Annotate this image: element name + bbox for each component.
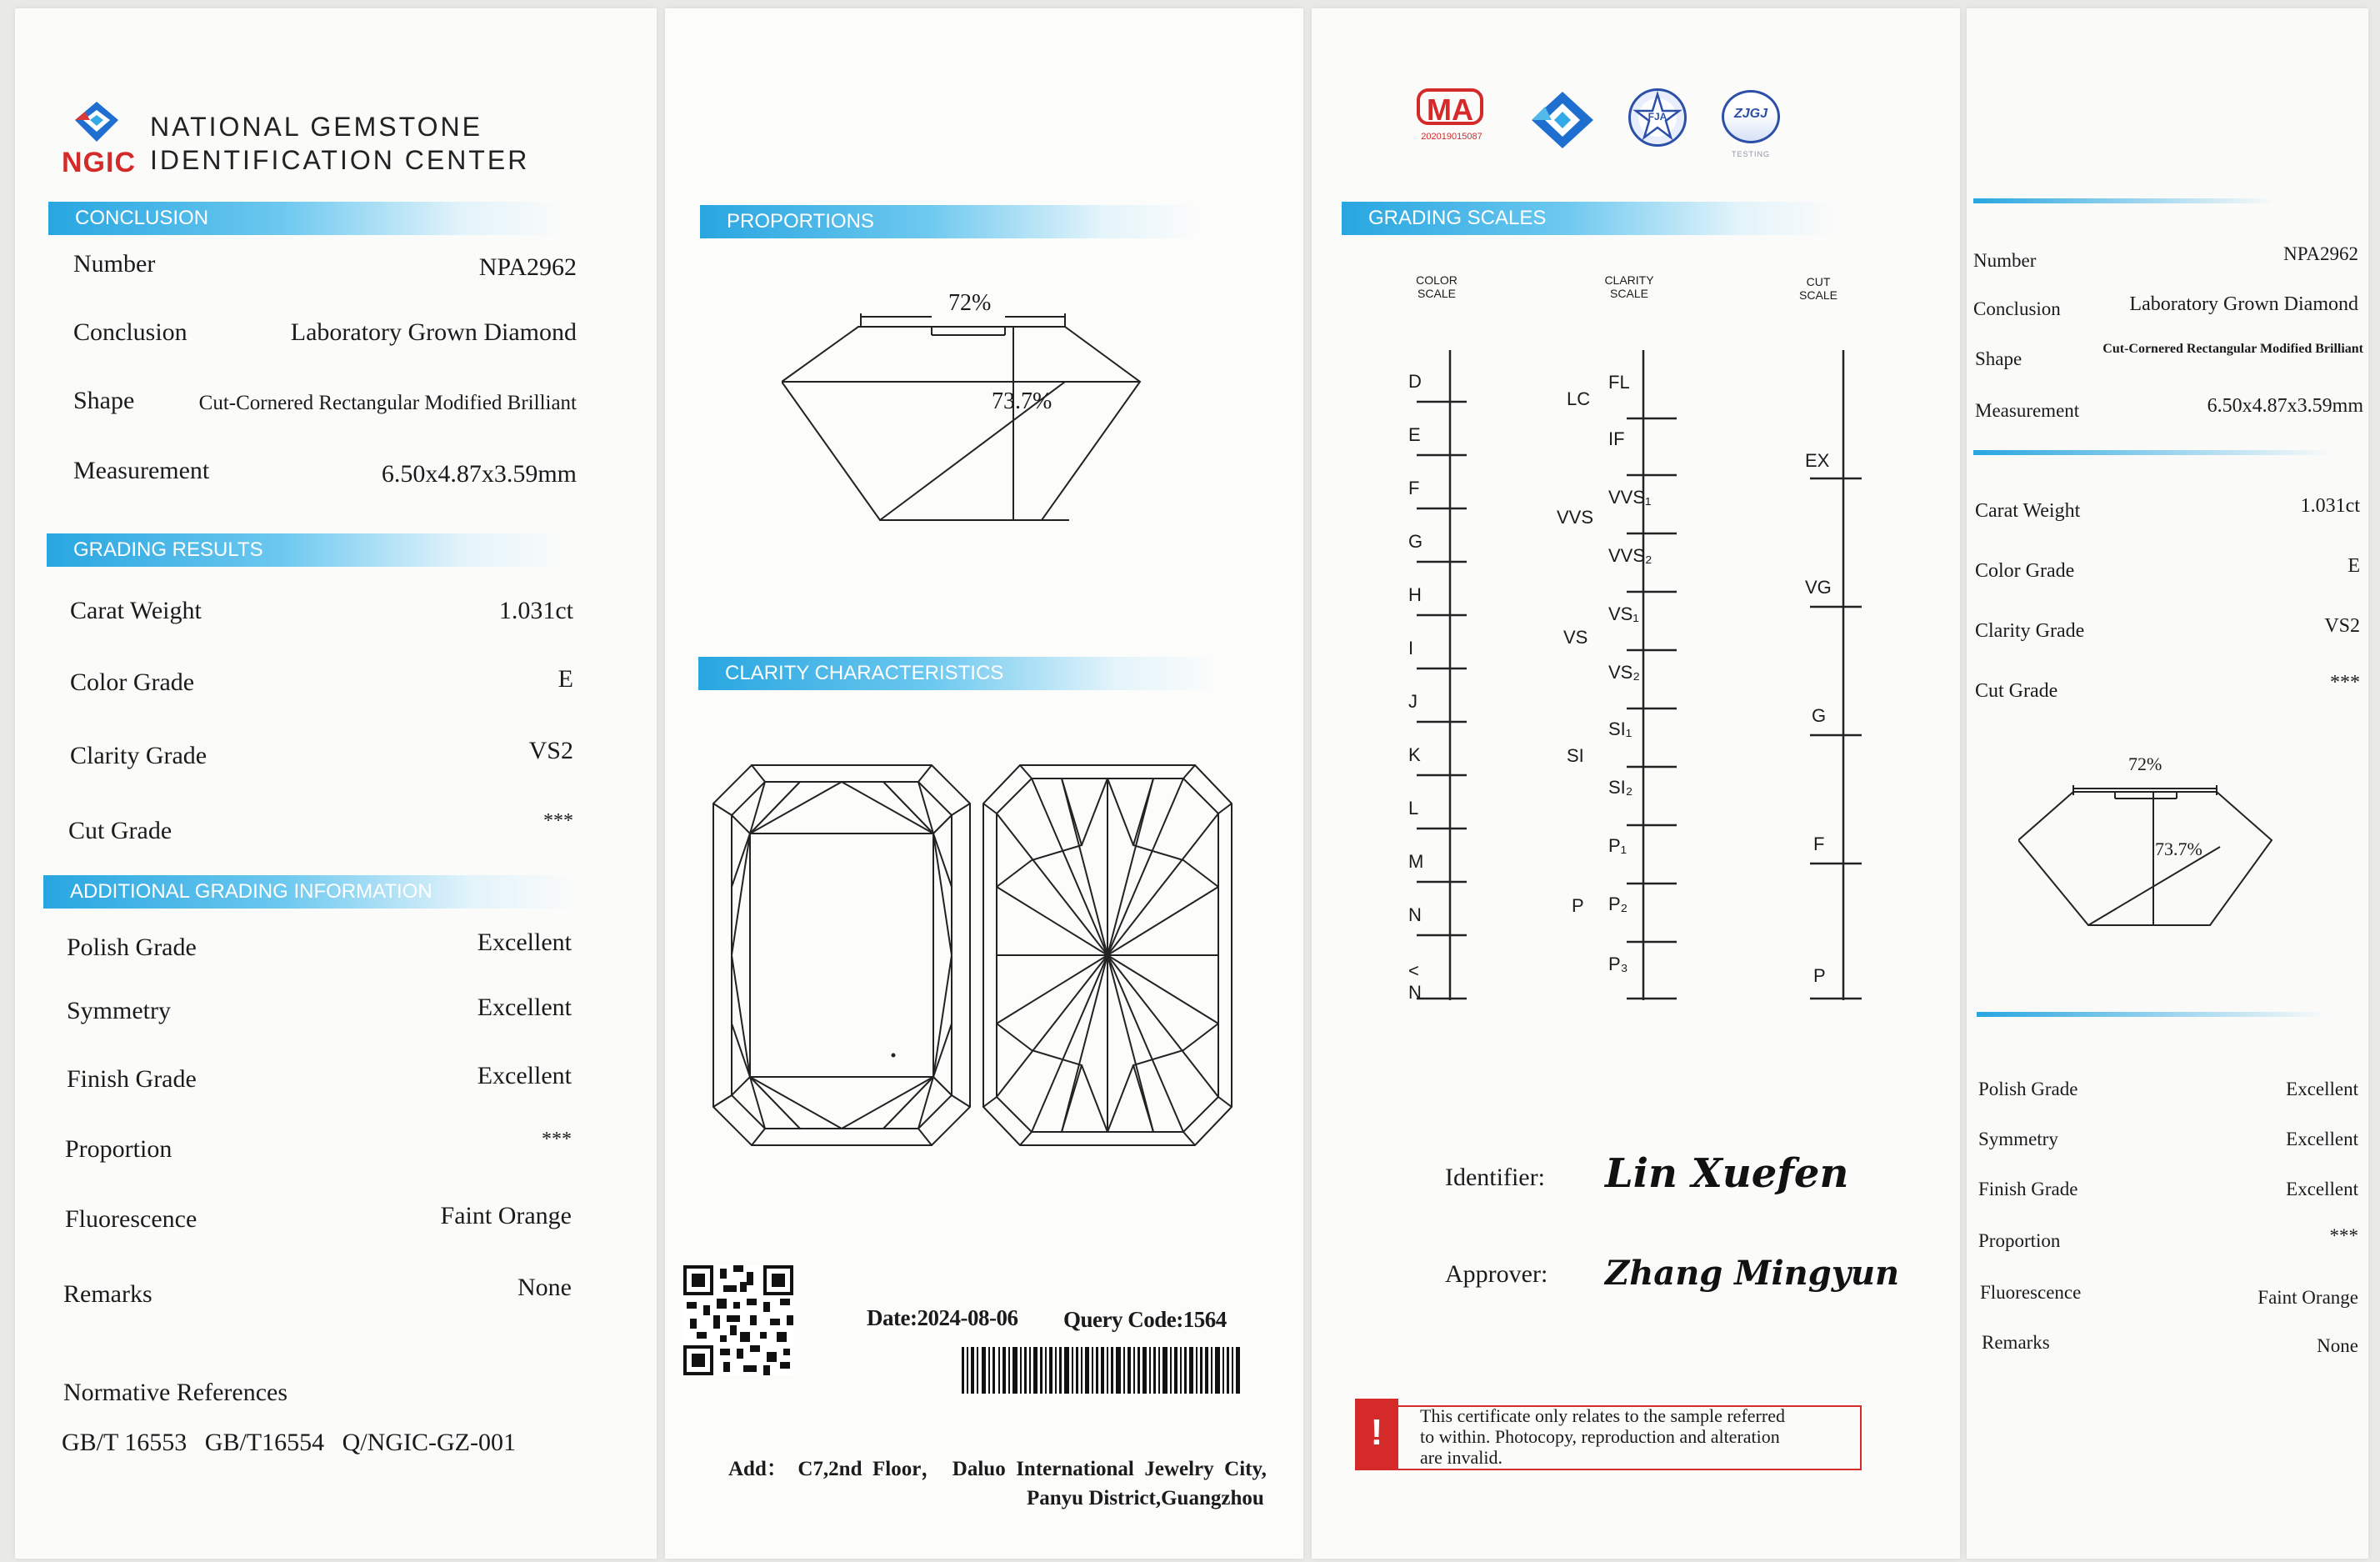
color-grade-tick: I [1408,638,1414,658]
row-label: Cut Grade [68,817,172,844]
issue-date: Date:2024-08-06 [867,1305,1018,1330]
polish-value: Excellent [2286,1079,2358,1099]
cut-scale-title-line: SCALE [1799,288,1838,302]
table-percentage: 72% [948,290,992,316]
finish-value: Excellent [2286,1179,2358,1199]
row-label: Conclusion [1973,298,2061,319]
row-label: Shape [73,387,135,414]
reference-item: GB/T16554 [204,1429,325,1456]
row-label: Clarity Grade [1975,620,2085,642]
cut-scale-title [1793,275,1843,302]
approver-label: Approver: [1445,1260,1548,1288]
additional-row [67,994,572,1030]
summary-proportion-diagram [2018,775,2282,939]
measurement-value: 6.50x4.87x3.59mm [381,460,577,488]
symmetry-value: Excellent [477,994,572,1021]
measurement-value: 6.50x4.87x3.59mm [2207,395,2363,417]
cut-scale-title-line: CUT [1806,275,1831,288]
row-label: Cut Grade [1975,680,2058,702]
fluorescence-value: Faint Orange [2258,1287,2358,1308]
address-line2: Panyu District,Guangzhou [1027,1487,1264,1509]
ngic-emblem-icon [1530,90,1595,150]
clarity-grade-tick: SI₂ [1608,777,1633,798]
summary-divider [1973,198,2273,203]
carat-value: 1.031ct [2300,495,2360,517]
color-grade-tick: K [1408,744,1421,765]
summary-divider [1973,450,2332,455]
grade-row [70,665,573,702]
proportion-value: *** [542,1129,572,1150]
color-grade-tick: G [1408,531,1423,552]
remarks-value: None [518,1274,572,1301]
additional-header: ADDITIONAL GRADING INFORMATION [43,875,577,909]
color-grade-tick: M [1408,851,1424,872]
zjgj-logo-icon [1720,90,1782,165]
notice-text [1420,1405,1785,1468]
warning-icon [1355,1399,1398,1470]
zjgj-sub: TESTING [1731,150,1770,158]
cut-grade-tick: VG [1805,577,1832,598]
identifier-signature: Lin Xuefen [1605,1150,1849,1197]
color-grade-tick: N [1408,904,1422,925]
reference-item: Q/NGIC-GZ-001 [342,1429,516,1456]
clarity-grade-tick: VS₂ [1608,662,1640,683]
color-scale-title-line: SCALE [1418,287,1456,300]
proportions-header: PROPORTIONS [700,205,1200,238]
fja-logo-icon [1628,88,1687,147]
ngic-logo-icon [73,100,120,143]
clarity-value: VS2 [2324,615,2360,637]
clarity-scale-title-line: SCALE [1610,287,1648,300]
conclusion-row [73,387,577,420]
row-label: Remarks [1982,1332,2050,1353]
cut-grade-tick: P [1813,965,1826,986]
grading-scales-header: GRADING SCALES [1342,202,1837,235]
qr-pattern [683,1265,793,1375]
notice-line: are invalid. [1420,1447,1502,1468]
row-label: Fluorescence [65,1205,198,1233]
ngic-abbr: NGIC [62,147,136,178]
references-list [62,1429,516,1457]
row-label: Finish Grade [67,1065,197,1093]
clarity-grade-tick: FL [1608,372,1630,393]
clarity-group: LC [1567,388,1591,409]
clarity-grade-tick: VVS₁ [1608,487,1652,508]
clarity-value: VS2 [528,737,573,764]
row-label: Finish Grade [1978,1179,2078,1199]
color-grade-tick: E [1408,424,1421,445]
approver-signature: Zhang Mingyun [1605,1254,1900,1293]
clarity-characteristics-header: CLARITY CHARACTERISTICS [698,657,1218,690]
clarity-grade-tick: P₃ [1608,954,1628,974]
clarity-grade-tick: P₁ [1608,835,1628,856]
cut-grade-tick: EX [1805,450,1830,471]
cut-value: *** [543,810,573,832]
conclusion-value: Laboratory Grown Diamond [290,318,577,346]
row-label: Measurement [1975,400,2080,421]
row-label: Remarks [63,1280,152,1308]
clarity-grade-tick: VVS₂ [1608,545,1652,566]
row-label: Clarity Grade [70,742,208,769]
clarity-group: VVS [1557,507,1594,528]
polish-value: Excellent [477,929,572,956]
cut-grade-tick: G [1812,705,1827,726]
additional-row [65,1202,572,1239]
warning-mark: ! [1370,1412,1383,1453]
color-value: E [2348,555,2360,577]
carat-value: 1.031ct [498,597,573,624]
row-label: Number [1973,250,2037,271]
reference-item: GB/T 16553 [62,1429,188,1456]
row-label: Symmetry [1978,1129,2058,1149]
remarks-value: None [2317,1335,2358,1356]
row-label: Measurement [73,457,210,484]
row-label: Fluorescence [1980,1282,2082,1303]
clarity-grade-tick: IF [1608,428,1625,449]
clarity-grade-tick: P₂ [1608,894,1628,914]
grade-row [68,810,573,850]
finish-value: Excellent [477,1062,572,1089]
cma-number: 202019015087 [1421,132,1482,142]
clarity-group: VS [1563,627,1588,648]
shape-value: Cut-Cornered Rectangular Modified Brilliant [198,392,577,414]
row-label: Conclusion [73,318,188,346]
number-value: NPA2962 [478,253,577,281]
row-label: Carat Weight [1975,500,2081,522]
grade-row [70,737,573,775]
shape-value: Cut-Cornered Rectangular Modified Brilliant [2102,342,2363,356]
report-panel-scales [1312,8,1960,1559]
references-title: Normative References [63,1379,288,1406]
report-panel-summary [1967,8,2368,1559]
clarity-grade-tick: VS₁ [1608,603,1639,624]
fluorescence-value: Faint Orange [440,1202,572,1229]
crown-plot-diagram [708,762,975,1149]
color-scale-title-line: COLOR [1416,273,1458,287]
depth-percentage: 73.7% [992,388,1052,414]
summary-divider [1977,1012,2327,1017]
row-label: Polish Grade [67,934,197,961]
conclusion-row [73,318,577,352]
report-panel-main [15,8,657,1559]
additional-row [67,1062,572,1099]
qr-code[interactable] [683,1265,793,1375]
clarity-scale-title [1592,273,1667,300]
clarity-scale-title-line: CLARITY [1604,273,1654,287]
notice-line: This certificate only relates to the sample referred [1420,1405,1785,1426]
color-grade-tick: H [1408,584,1422,605]
zjgj-mark: ZJGJ [1733,107,1768,121]
number-value: NPA2962 [2283,243,2358,264]
summary-table-percentage: 72% [2128,753,2162,774]
additional-row [63,1274,572,1314]
conclusion-row [73,250,577,283]
color-grade-tick: L [1408,798,1419,819]
clarity-group: P [1572,895,1584,916]
proportion-value: *** [2329,1225,2358,1246]
color-value: E [558,665,573,693]
clarity-group: SI [1567,745,1584,766]
query-code: Query Code:1564 [1063,1307,1227,1332]
symmetry-value: Excellent [2286,1129,2358,1149]
notice-box [1355,1395,1863,1475]
row-label: Shape [1975,348,2022,369]
barcode [962,1347,1240,1394]
proportion-diagram [782,283,1148,533]
pavilion-plot-diagram [980,762,1235,1149]
clarity-grade-tick: SI₁ [1608,718,1632,739]
cma-logo-icon [1410,88,1493,142]
conclusion-header: CONCLUSION [48,202,565,235]
row-label: Carat Weight [70,597,202,624]
grading-results-header: GRADING RESULTS [47,533,565,567]
row-label: Number [73,250,156,278]
row-label: Proportion [65,1135,172,1163]
address-line1: Add： C7,2nd Floor， Daluo International Jewelry City, [728,1458,1267,1480]
row-label: Color Grade [1975,560,2075,582]
conclusion-row [73,457,577,490]
cut-grade-tick: F [1813,834,1825,854]
org-name-line2: IDENTIFICATION CENTER [150,145,530,175]
color-scale-title [1403,273,1470,300]
additional-row [67,929,572,967]
report-panel-diagrams [665,8,1303,1559]
row-label: Color Grade [70,668,195,696]
color-grade-tick: J [1408,691,1418,712]
grade-row [70,597,573,630]
org-name-line1: NATIONAL GEMSTONE [150,112,482,142]
cut-value: *** [2330,672,2360,693]
row-label: Proportion [1978,1230,2061,1251]
identifier-label: Identifier: [1445,1164,1545,1191]
color-grade-tick: D [1408,371,1422,392]
cma-mark: MA [1417,88,1483,125]
color-grade-tick: F [1408,478,1420,498]
summary-depth-percentage: 73.7% [2155,839,2202,859]
fja-mark: FJA [1648,111,1668,123]
additional-row [65,1129,572,1169]
conclusion-value: Laboratory Grown Diamond [2129,293,2358,315]
notice-line: to within. Photocopy, reproduction and alteration [1420,1426,1780,1447]
row-label: Symmetry [67,997,171,1024]
color-grade-tick: < N [1408,960,1422,1003]
row-label: Polish Grade [1978,1079,2078,1099]
